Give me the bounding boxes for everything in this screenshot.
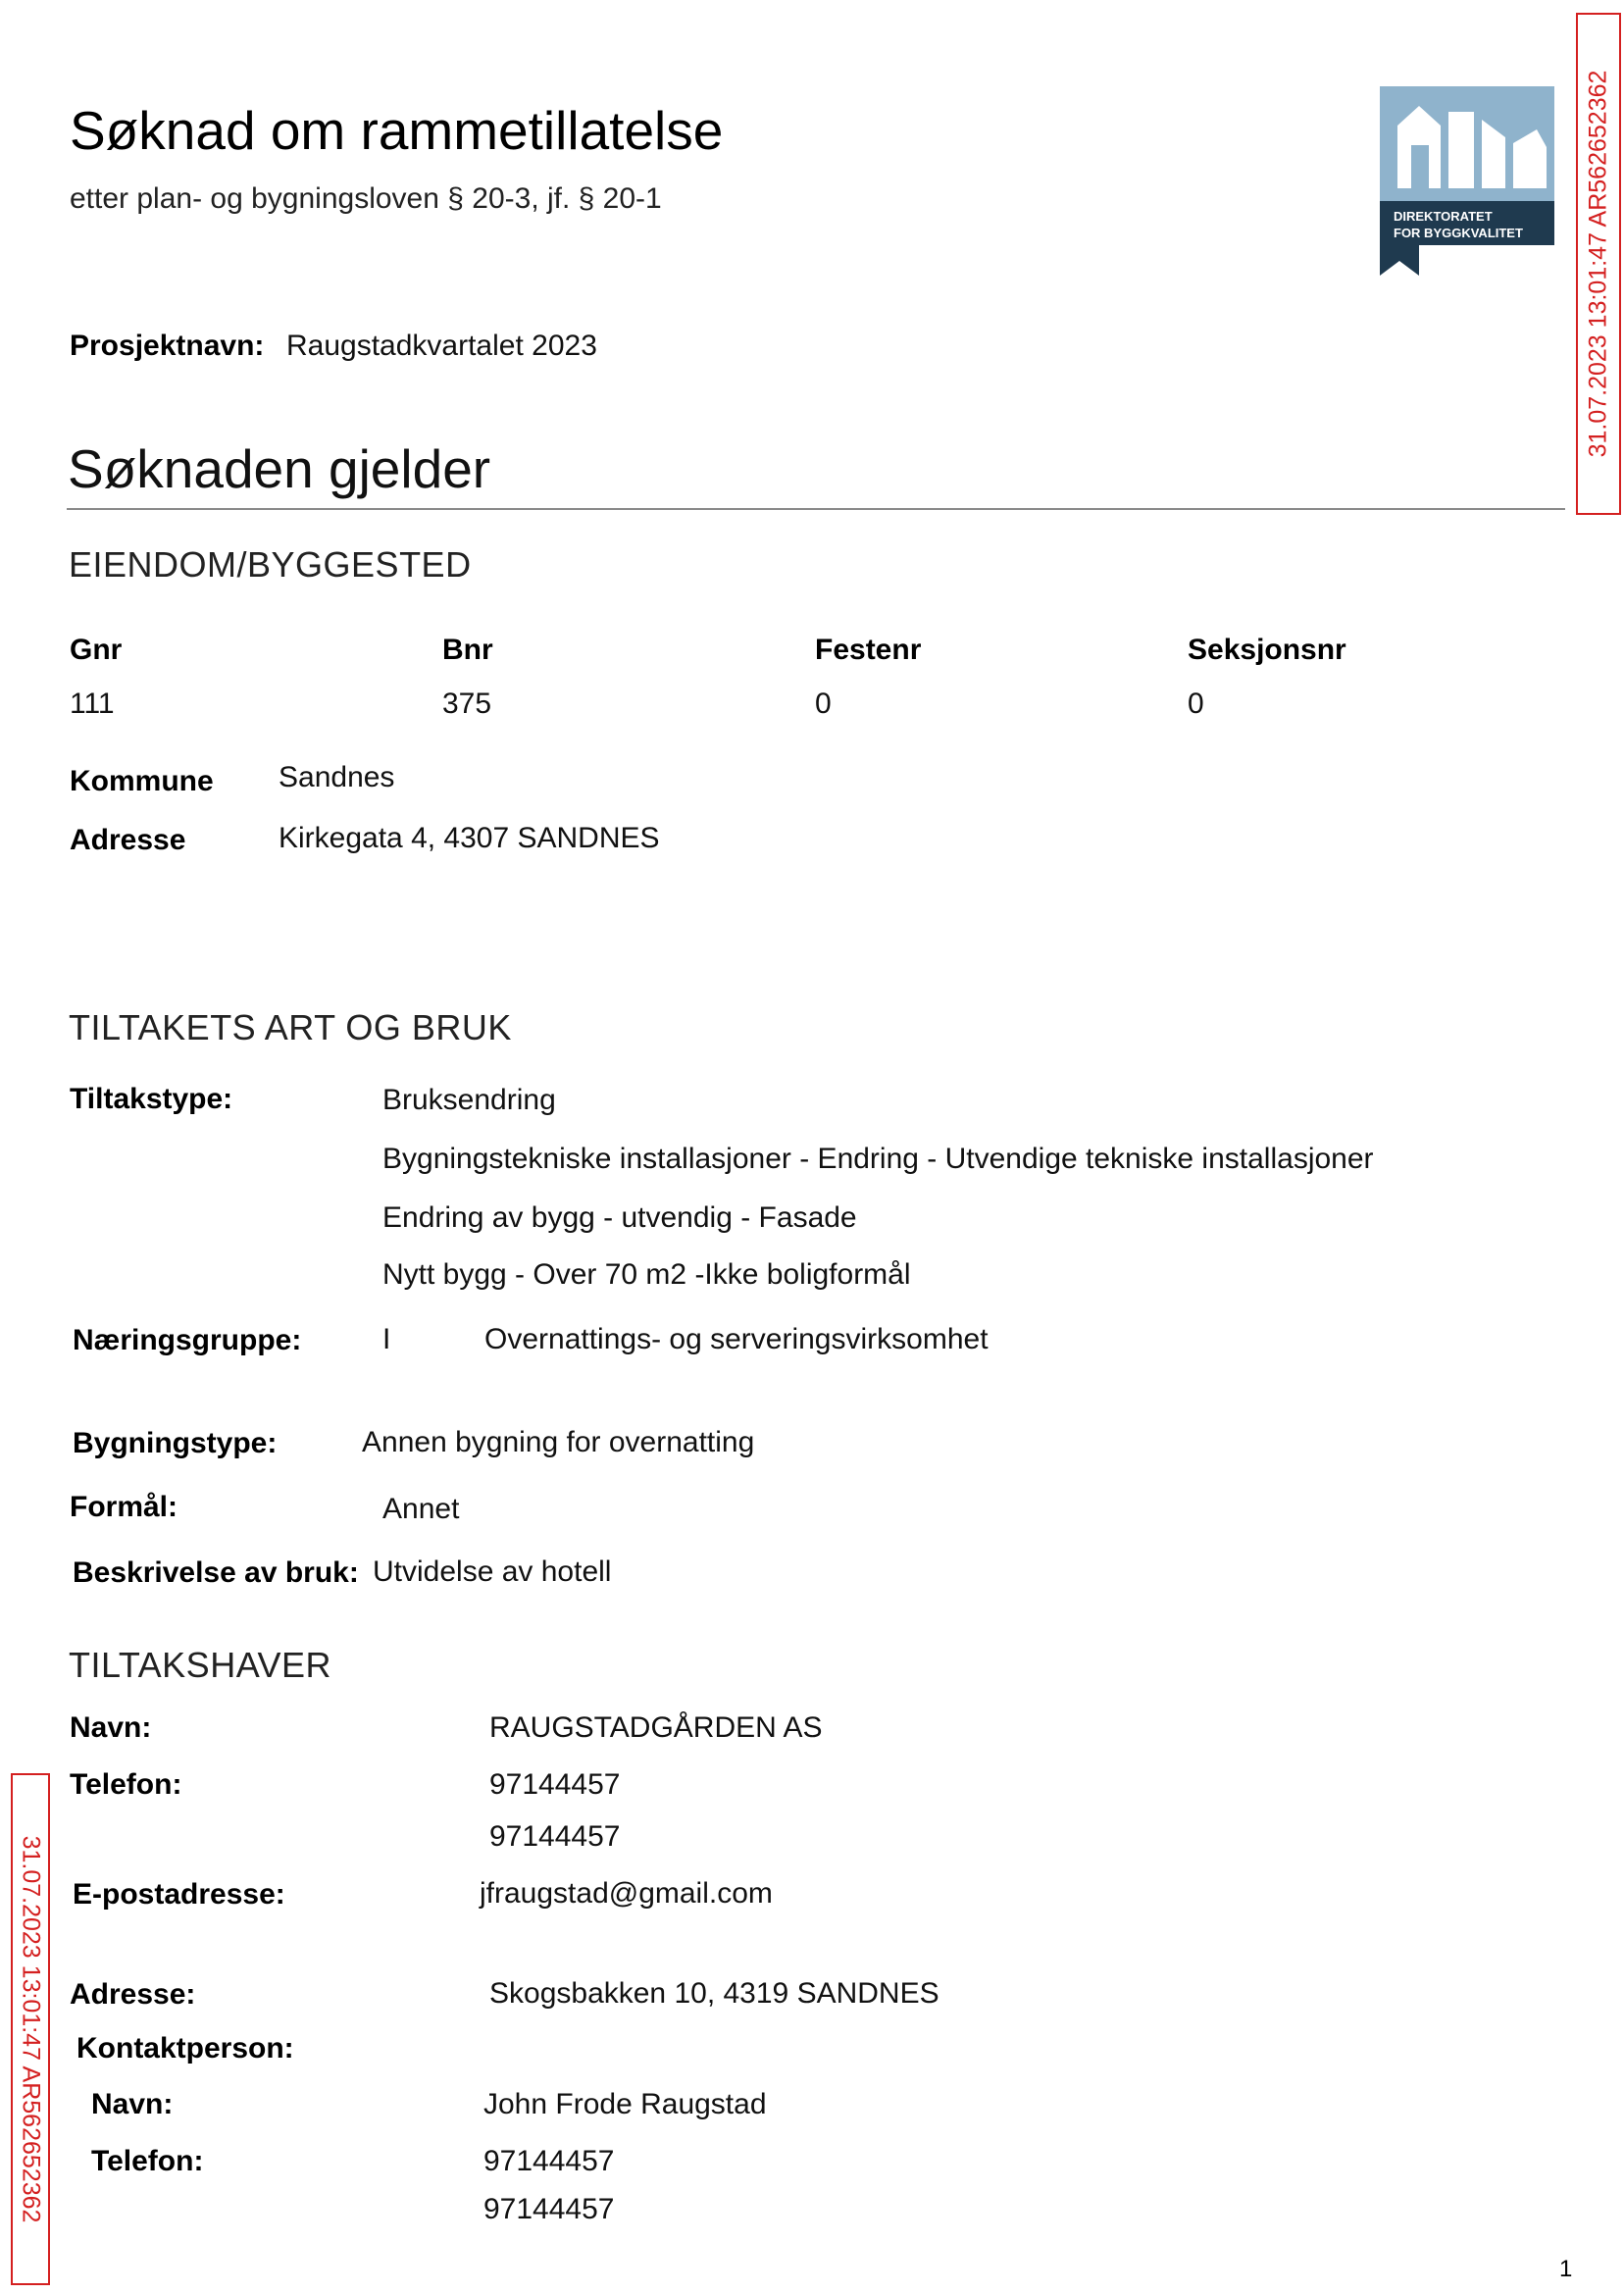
section-rule: [67, 508, 1565, 510]
applicant-email-label: E-postadresse:: [73, 1878, 285, 1911]
naeringsgruppe-value: Overnattings- og serveringsvirksomhet: [484, 1323, 989, 1355]
applicant-name-label: Navn:: [70, 1711, 152, 1744]
gnr-label: Gnr: [70, 634, 123, 666]
contact-phone-value: 97144457: [483, 2193, 615, 2225]
tiltakstype-label: Tiltakstype:: [70, 1083, 233, 1115]
festenr-value: 0: [815, 688, 832, 720]
section-title: Søknaden gjelder: [68, 438, 491, 499]
document-subtitle: etter plan- og bygningsloven § 20-3, jf. § 20-1: [70, 182, 662, 215]
applicant-phone-value: 97144457: [489, 1768, 621, 1801]
date-stamp-left: [11, 1773, 50, 2285]
dibk-logo: [1380, 86, 1554, 276]
festenr-label: Festenr: [815, 634, 922, 666]
tiltakstype-item: Bruksendring: [382, 1084, 556, 1116]
page-number: 1: [1559, 2256, 1573, 2282]
kommune-label: Kommune: [70, 765, 214, 797]
formal-label: Formål:: [70, 1491, 178, 1523]
property-heading: EIENDOM/BYGGESTED: [69, 544, 472, 585]
contact-phone-label: Telefon:: [91, 2145, 204, 2177]
seksjonsnr-label: Seksjonsnr: [1188, 634, 1346, 666]
project-value: Raugstadkvartalet 2023: [286, 330, 597, 362]
stamp-text: 31.07.2023 13:01:47 AR562652362: [1584, 70, 1612, 458]
bygningstype-value: Annen bygning for overnatting: [362, 1426, 755, 1458]
applicant-address-label: Adresse:: [70, 1978, 196, 2011]
contact-name-value: John Frode Raugstad: [483, 2088, 767, 2120]
applicant-email-value: jfraugstad@gmail.com: [480, 1877, 773, 1910]
date-stamp-right: [1576, 13, 1621, 515]
seksjonsnr-value: 0: [1188, 688, 1204, 720]
kommune-value: Sandnes: [279, 761, 395, 793]
tiltakstype-item: Nytt bygg - Over 70 m2 -Ikke boligformål: [382, 1258, 911, 1291]
adresse-value: Kirkegata 4, 4307 SANDNES: [279, 822, 660, 854]
applicant-phone-value: 97144457: [489, 1820, 621, 1853]
applicant-phone-label: Telefon:: [70, 1768, 182, 1801]
beskrivelse-value: Utvidelse av hotell: [373, 1555, 612, 1588]
naeringsgruppe-label: Næringsgruppe:: [73, 1324, 302, 1356]
contact-phone-value: 97144457: [483, 2145, 615, 2177]
formal-value: Annet: [382, 1493, 460, 1525]
applicant-name-value: RAUGSTADGÅRDEN AS: [489, 1711, 823, 1744]
contact-name-label: Navn:: [91, 2088, 174, 2120]
contact-person-label: Kontaktperson:: [76, 2032, 294, 2065]
measure-heading: TILTAKETS ART OG BRUK: [69, 1007, 512, 1047]
bygningstype-label: Bygningstype:: [73, 1427, 278, 1459]
applicant-heading: TILTAKSHAVER: [69, 1645, 332, 1685]
dibk-logo-graphic: [1380, 86, 1554, 276]
tiltakstype-item: Bygningstekniske installasjoner - Endring - Utvendige tekniske installasjoner: [382, 1143, 1374, 1175]
naeringsgruppe-code: I: [382, 1323, 391, 1355]
beskrivelse-label: Beskrivelse av bruk:: [73, 1556, 359, 1589]
applicant-address-value: Skogsbakken 10, 4319 SANDNES: [489, 1977, 939, 2010]
bnr-value: 375: [442, 688, 492, 720]
gnr-value: 111: [70, 688, 115, 720]
project-label: Prosjektnavn:: [70, 330, 265, 362]
logo-line-2: FOR BYGGKVALITET: [1394, 226, 1523, 240]
bnr-label: Bnr: [442, 634, 493, 666]
logo-line-1: DIREKTORATET: [1394, 209, 1493, 224]
tiltakstype-item: Endring av bygg - utvendig - Fasade: [382, 1201, 857, 1234]
stamp-text: 31.07.2023 13:01:47 AR562652362: [17, 1835, 45, 2223]
adresse-label: Adresse: [70, 824, 186, 856]
document-title: Søknad om rammetillatelse: [70, 100, 724, 161]
